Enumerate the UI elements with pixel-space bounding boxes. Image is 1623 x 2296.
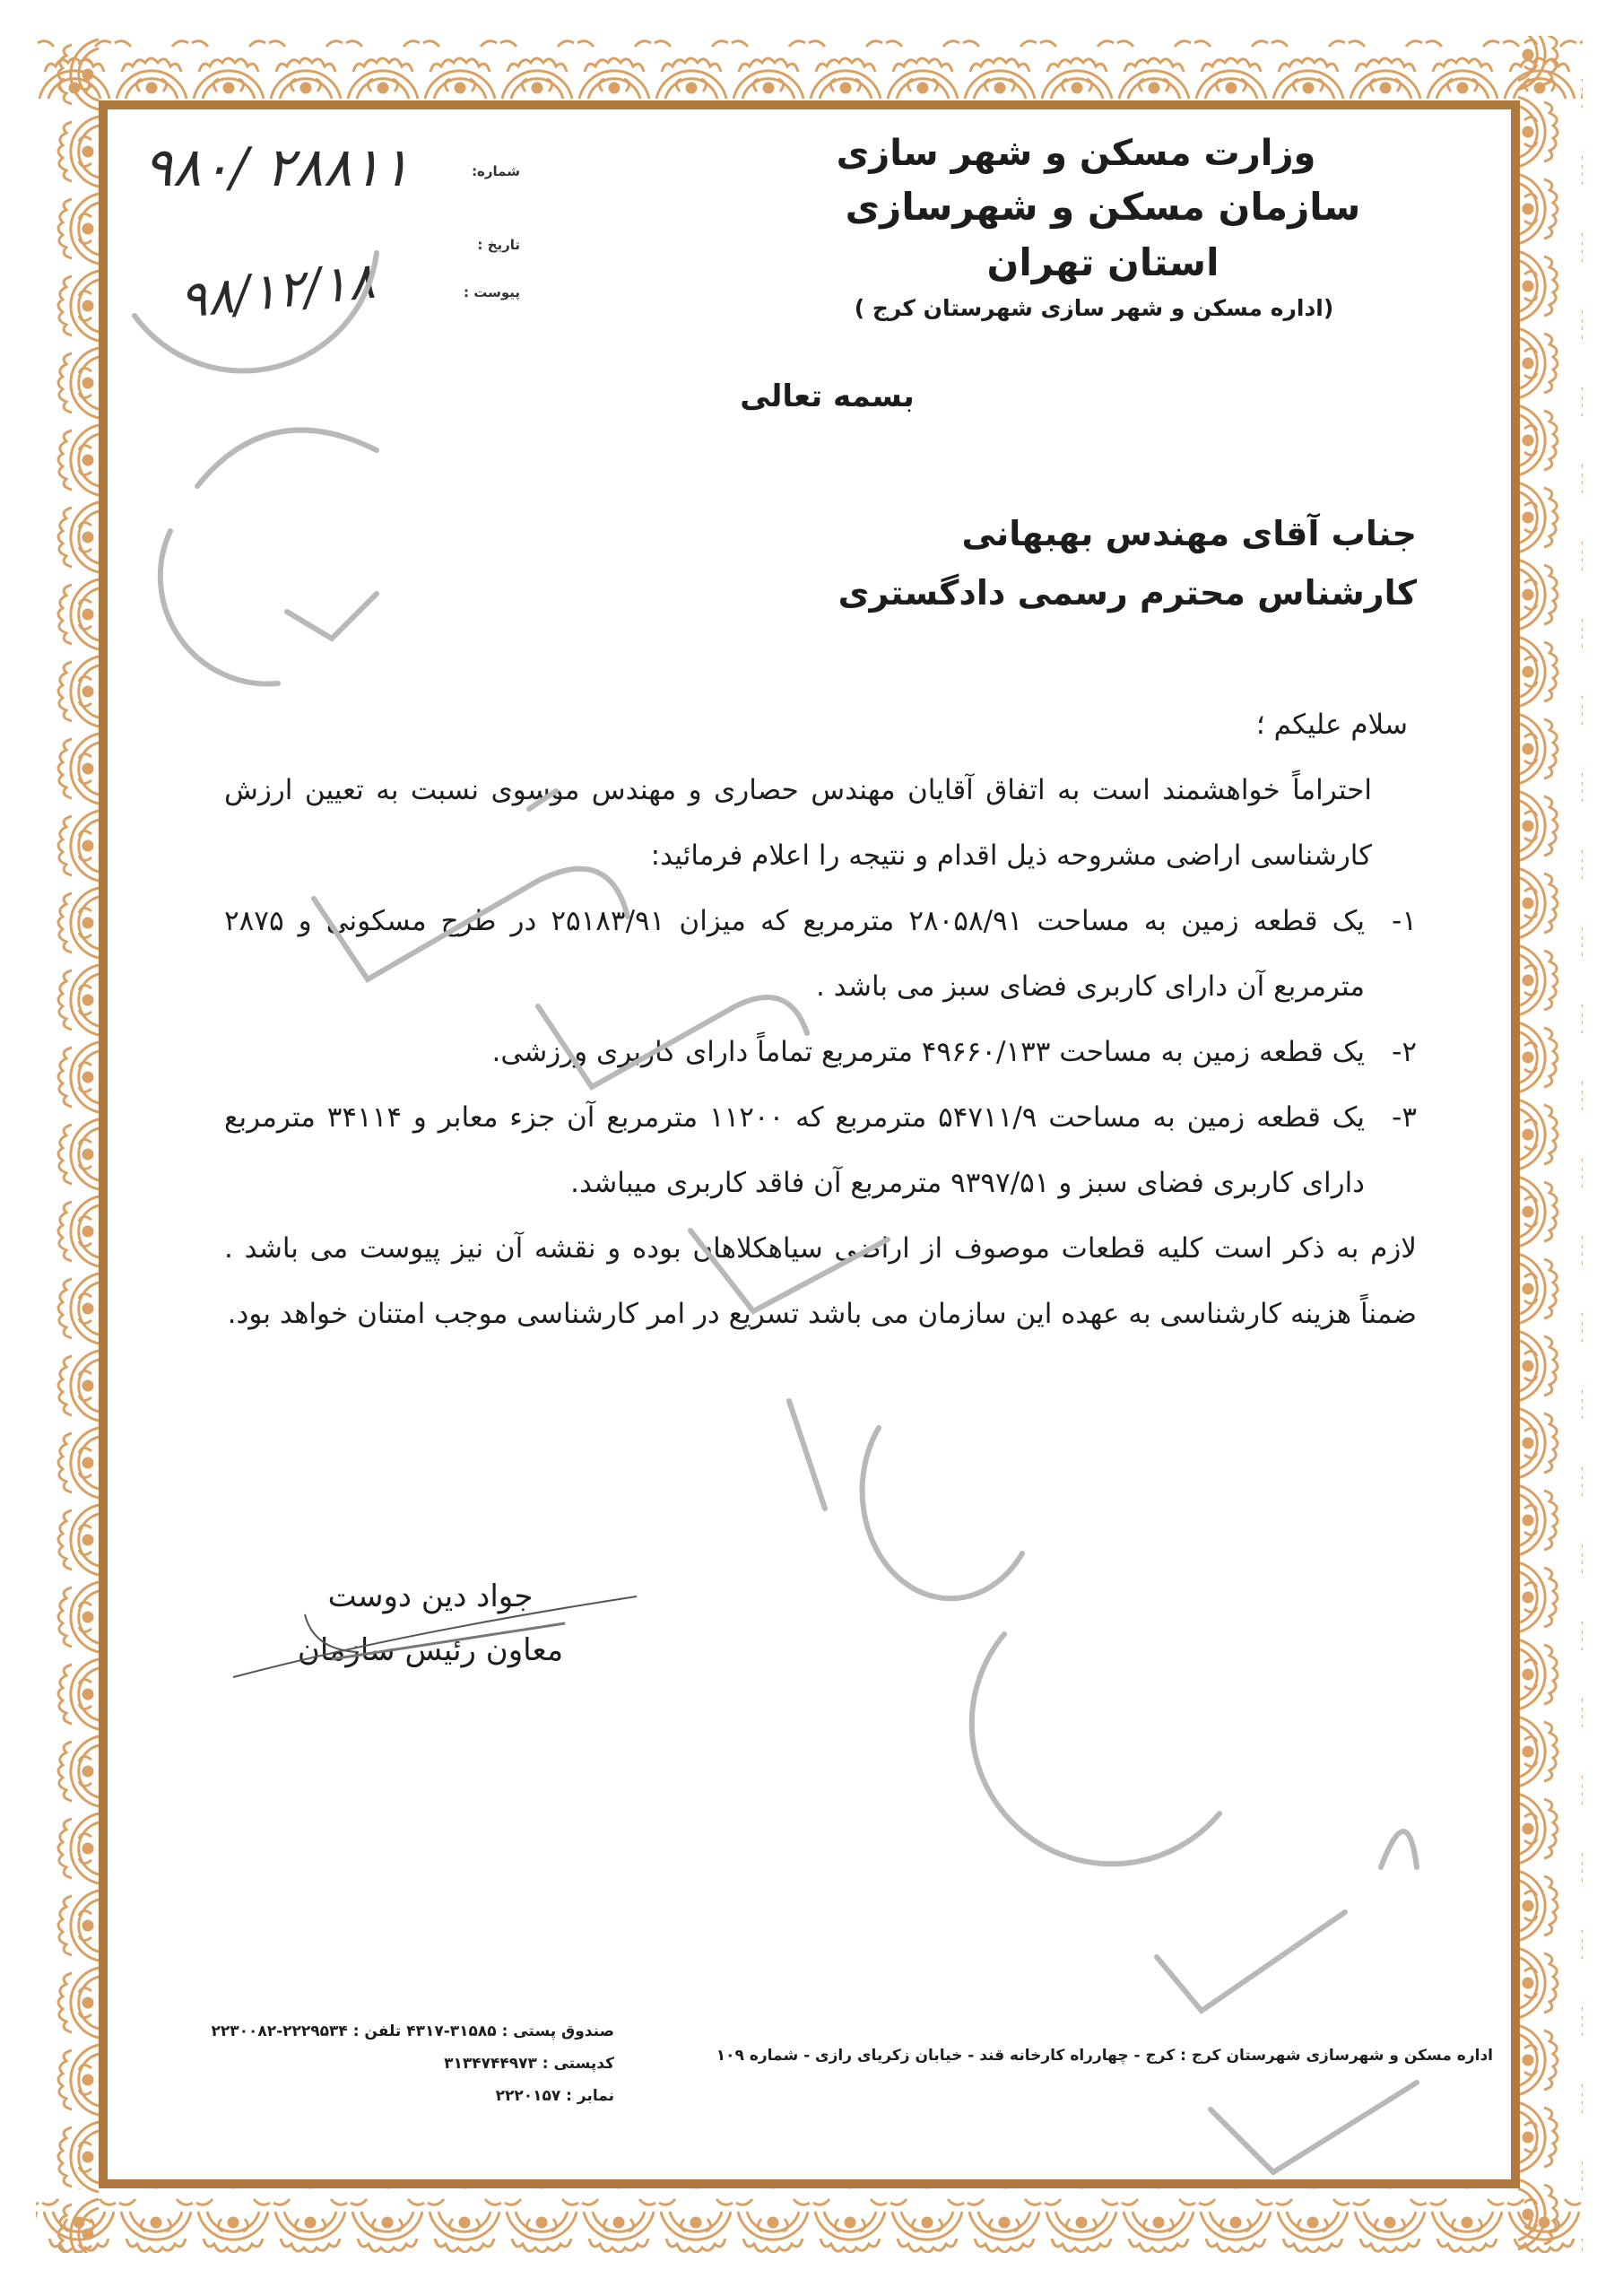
date-label: تاریخ : — [477, 237, 520, 253]
ministry-title: وزارت مسکن و شهر سازی — [836, 133, 1316, 174]
basmala-heading: بسمه تعالی — [740, 378, 915, 414]
item-number: ۲- — [1392, 1036, 1417, 1068]
office-address: اداره مسکن و شهرسازی شهرستان کرج : کرج - چهارراه کارخانه قند - خیابان زکریای رازی - شماره ۱۰۹ — [716, 2047, 1493, 2065]
postal-code: کدپستی : ۳۱۳۴۷۴۴۹۷۳ — [444, 2055, 614, 2073]
item-number: ۳- — [1392, 1101, 1417, 1134]
parcel-item — [224, 889, 1417, 1020]
closing-paragraph: لازم به ذکر است کلیه قطعات موصوف از اراضی سیاهکلاهان بوده و نقشه آن نیز پیوست می باشد . ضمناً هزینه کارشناسی به عهده این سازمان می باشد تسریع در امر کارشناسی موجب امتنان خواهد بود. — [224, 1232, 1417, 1330]
contact-info — [148, 2015, 614, 2112]
addressee-title: کارشناس محترم رسمی دادگستری — [838, 573, 1417, 613]
fax-number: نمابر : ۲۲۲۰۱۵۷ — [495, 2087, 614, 2105]
handwritten-number: ۹۸۰/ ۲۸۸۱۱ — [143, 136, 411, 199]
greeting: سلام علیکم ؛ — [1255, 709, 1408, 741]
item-text: یک قطعه زمین به مساحت ۲۸۰۵۸/۹۱ مترمربع که میزان ۲۵۱۸۳/۹۱ در طرح مسکونی و ۲۸۷۵ مترمربع آن دارای کاربری فضای سبز می باشد . — [224, 905, 1365, 1003]
attachment-label: پیوست : — [463, 284, 520, 300]
parcel-item — [224, 1020, 1417, 1085]
item-number: ۱- — [1392, 905, 1417, 937]
item-text: یک قطعه زمین به مساحت ۴۹۶۶۰/۱۳۳ مترمربع تماماً دارای کاربری ورزشی. — [491, 1036, 1365, 1068]
organization-title: سازمان مسکن و شهرسازی استان تهران — [845, 185, 1361, 284]
office-subtitle: (اداره مسکن و شهر سازی شهرستان کرج ) — [854, 295, 1334, 321]
intro-paragraph: احتراماً خواهشمند است به اتفاق آقایان مهندس حصاری و مهندس موسوی نسبت به تعیین ارزش کارشناسی اراضی مشروحه ذیل اقدام و نتیجه را اعلام فرمائید: — [224, 774, 1372, 872]
item-text: یک قطعه زمین به مساحت ۵۴۷۱۱/۹ مترمربع که ۱۱۲۰۰ مترمربع آن جزء معابر و ۳۴۱۱۴ مترمربع دارای کاربری فضای سبز و ۹۳۹۷/۵۱ مترمربع آن فاقد کاربری میباشد. — [224, 1101, 1365, 1199]
signature-block — [242, 1570, 619, 1677]
letter-body — [224, 692, 1417, 1347]
letter-meta — [126, 136, 520, 352]
addressee-name: جناب آقای مهندس بهبهانی — [961, 514, 1417, 553]
signatory-name: جواد دین دوست — [327, 1578, 534, 1614]
letterhead — [789, 127, 1417, 326]
signatory-title: معاون رئیس سازمان — [297, 1632, 564, 1668]
number-label: شماره: — [472, 163, 520, 179]
handwritten-date: ۹۸/۱۲/۱۸ — [177, 251, 378, 331]
letter-page — [108, 109, 1511, 2179]
parcel-item — [224, 1085, 1417, 1216]
addressee-block — [838, 504, 1417, 622]
po-box-phone: صندوق پستی : ۳۱۵۸۵-۴۳۱۷ تلفن : ۲۲۲۹۵۳۴-۲۲۳۰۰۸۲ — [211, 2022, 614, 2040]
signature-scribble-icon — [224, 1587, 655, 1686]
